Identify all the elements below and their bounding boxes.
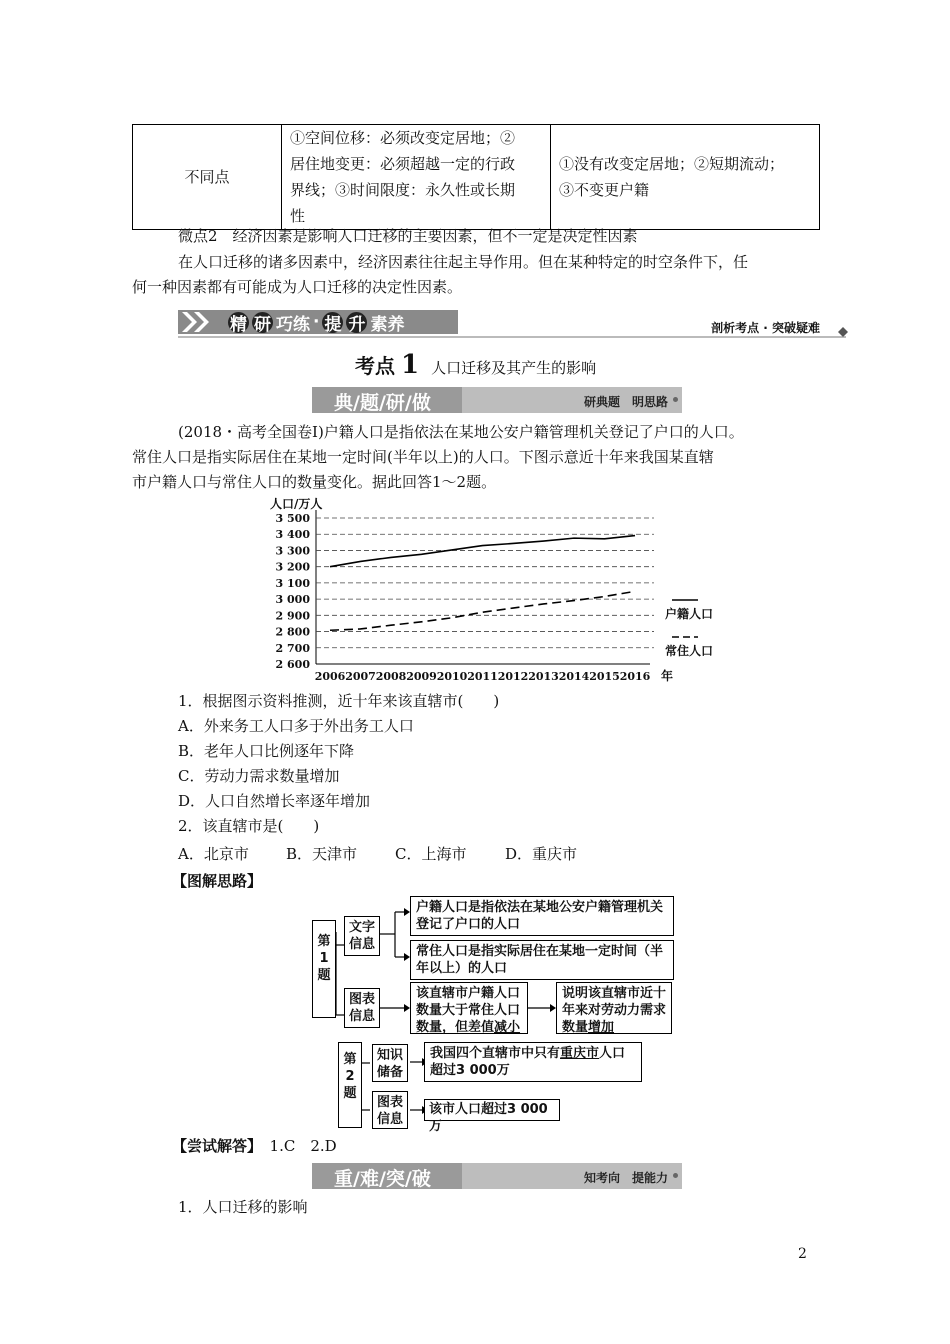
answer-line	[172, 1135, 337, 1157]
x-tick-label: 2016	[619, 670, 651, 683]
x-tick-label: 2006	[314, 670, 346, 683]
legend-label: 户籍人口	[665, 607, 714, 621]
flow-q2-label: 第2题	[338, 1042, 362, 1128]
question-line: (2018・高考全国卷Ⅰ)户籍人口是指依法在某地公安户籍管理机关登记了户口的人口。	[178, 423, 744, 441]
tujie-heading: 【图解思路】	[172, 872, 263, 890]
flow-mid-underline: 减小	[494, 1020, 521, 1035]
page-number: 2	[798, 1246, 807, 1262]
q1-option-a: A．外来务工人口多于外出务工人口	[178, 717, 414, 735]
y-axis-label: 人口/万人	[270, 497, 323, 511]
micro-point-2: 微点2 经济因素是影响人口迁移的主要因素，但不一定是决定性因素	[178, 227, 638, 245]
kaodian-heading	[355, 350, 596, 380]
q2-option-c: C．上海市	[395, 845, 467, 863]
banner-char: ·	[313, 312, 320, 332]
flow-mid-text: 该直辖市户籍人口数量大于常住人口数量，但差值	[416, 986, 521, 1035]
banner-char: 研	[252, 312, 273, 333]
q1-option-c: C．劳动力需求数量增加	[178, 767, 340, 785]
y-tick-label: 3 000	[275, 593, 310, 607]
table-line: ③不变更户籍	[559, 181, 650, 199]
table-line: 居住地变更：必须超越一定的行政	[290, 155, 516, 173]
paragraph-line: 在人口迁移的诸多因素中，经济因素往往起主导作用。但在某种特定的时空条件下，任	[178, 253, 749, 271]
series-line-changzhu	[330, 591, 635, 630]
x-tick-label: 2014	[558, 670, 590, 683]
x-tick-label: 2011	[467, 670, 498, 683]
answer-label: 【尝试解答】	[172, 1137, 255, 1155]
y-tick-label: 3 200	[275, 560, 310, 574]
dian-title: 典/题/研/做	[334, 392, 431, 414]
x-tick-label: 2013	[528, 670, 559, 683]
flow-city-box: 该市人口超过3 000万	[424, 1099, 560, 1121]
table-line: 界线；③时间限度：永久性或长期	[290, 181, 516, 199]
flow-chongqing-underline: 重庆市	[560, 1046, 600, 1061]
series-line-huji	[330, 536, 635, 567]
section-banner	[178, 308, 846, 336]
comparison-table	[132, 124, 820, 230]
y-tick-label: 2 900	[275, 609, 310, 623]
y-tick-label: 3 500	[275, 512, 310, 525]
flow-right-underline: 增加	[588, 1020, 615, 1035]
flow-wenzi-box: 文字信息	[344, 916, 380, 956]
x-tick-label: 2009	[406, 670, 437, 683]
question-line: 常住人口是指实际居住在某地一定时间(半年以上)的人口。下图示意近十年来我国某直辖	[132, 448, 714, 466]
kaodian-label: 考点	[355, 354, 395, 378]
y-tick-label: 3 100	[275, 576, 310, 590]
banner-char: 提	[322, 312, 343, 333]
x-tick-label: 2008	[375, 670, 407, 683]
x-tick-label: 2012	[497, 670, 529, 683]
flow-q1-label: 第1题	[312, 920, 336, 1018]
q1-option-b: B．老年人口比例逐年下降	[178, 742, 355, 760]
x-tick-label: 2015	[589, 670, 620, 683]
kaodian-number: 1	[401, 350, 420, 380]
q2-option-b: B．天津市	[286, 845, 358, 863]
table-line: ①没有改变定居地；②短期流动；	[559, 155, 785, 173]
banner-char: 素养	[370, 314, 405, 335]
flow-chongqing-text-2: 人口超过3 000万	[430, 1046, 626, 1078]
banner-title	[228, 311, 404, 333]
zhong-subtitle: 知考向 提能力	[583, 1171, 668, 1185]
question-line: 市户籍人口与常住人口的数量变化。据此回答1～2题。	[132, 473, 497, 491]
flow-tubiao-box: 图表信息	[344, 988, 380, 1028]
q2-option-a: A．北京市	[178, 845, 249, 863]
zhong-title: 重/难/突/破	[334, 1168, 431, 1190]
q2-stem: 2．该直辖市是( )	[178, 817, 320, 835]
q1-option-d: D．人口自然增长率逐年增加	[178, 792, 371, 810]
q2-option-d: D．重庆市	[505, 845, 578, 863]
y-tick-label: 3 400	[275, 528, 310, 542]
flow-chongqing-box	[424, 1042, 642, 1082]
answer-value: 1.C 2.D	[269, 1137, 337, 1155]
kaodian-title: 人口迁移及其产生的影响	[431, 359, 597, 377]
table-line: ①空间位移：必须改变定居地；②	[290, 129, 516, 147]
y-tick-label: 2 600	[275, 658, 310, 671]
flow-right-box	[556, 982, 672, 1034]
flow-right-text: 说明该直辖市近十年来对劳动力需求数量	[562, 986, 667, 1035]
flow-mid-box	[410, 982, 528, 1034]
banner-char: 精	[228, 312, 249, 333]
y-tick-label: 3 300	[275, 544, 310, 558]
banner-char: 巧练	[276, 314, 310, 335]
paragraph-line: 何一种因素都有可能成为人口迁移的决定性因素。	[132, 278, 463, 296]
section-heading-migration-impact: 1．人口迁移的影响	[178, 1198, 308, 1216]
dian-bar	[312, 387, 682, 413]
flow-chongqing-text: 我国四个直辖市中只有	[430, 1046, 561, 1061]
x-tick-label: 2007	[345, 670, 376, 683]
table-row-label: 不同点	[133, 125, 282, 230]
dian-subtitle: 研典题 明思路	[583, 395, 668, 409]
x-tick-label: 2010	[436, 670, 468, 683]
y-tick-label: 2 800	[275, 625, 310, 639]
table-cell-migration	[282, 125, 551, 230]
flow-tubiao2-box: 图表信息	[372, 1091, 408, 1129]
banner-subtitle: 剖析考点 · 突破疑难	[711, 321, 820, 335]
x-axis-label: 年	[661, 669, 674, 683]
table-cell-flow	[551, 125, 820, 230]
flow-changzhu-box: 常住人口是指实际居住在某地一定时间（半年以上）的人口	[410, 940, 674, 980]
legend-label: 常住人口	[665, 644, 714, 658]
table-line: 性	[290, 207, 306, 225]
zhong-bar	[312, 1163, 682, 1189]
population-line-chart	[260, 494, 714, 692]
flow-huji-box: 户籍人口是指依法在某地公安户籍管理机关登记了户口的人口	[410, 896, 674, 936]
flow-zhishi-box: 知识储备	[372, 1044, 408, 1082]
banner-char: 升	[346, 312, 367, 333]
y-tick-label: 2 700	[275, 641, 310, 655]
q1-stem: 1．根据图示资料推测，近十年来该直辖市( )	[178, 692, 500, 710]
